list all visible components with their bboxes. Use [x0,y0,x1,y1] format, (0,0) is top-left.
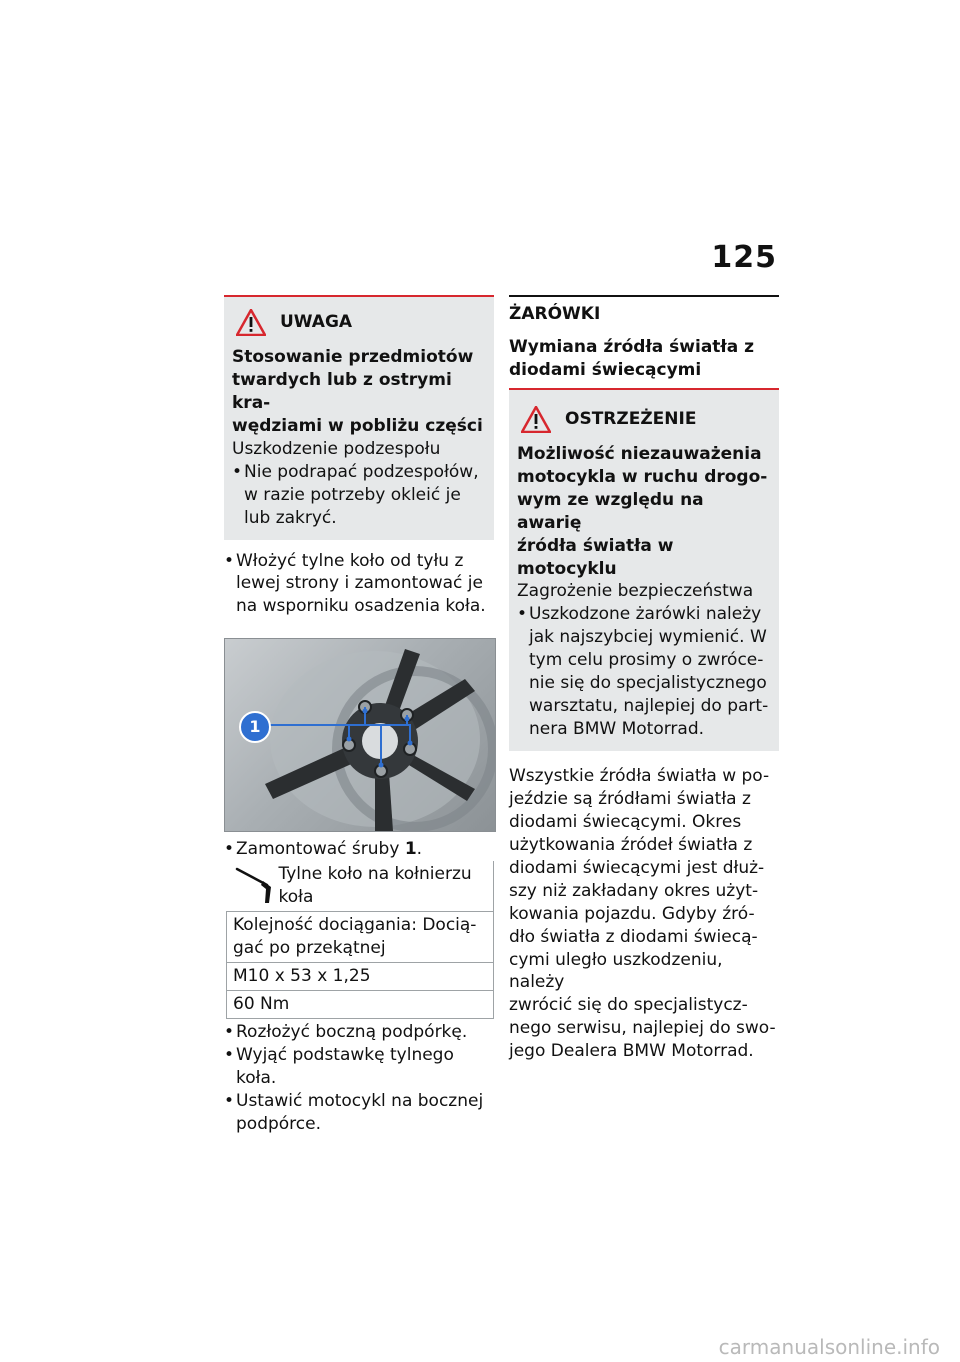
paragraph-line: jego Dealera BMW Motorrad. [509,1041,754,1062]
steps-list [224,550,494,619]
list-item-line: tym celu prosimy o zwróce- [529,650,764,671]
list-item-line: w razie potrzeby okleić je [244,484,461,505]
step-item [224,1021,494,1044]
table-row [227,912,494,963]
paragraph-line: kowania pojazdu. Gdyby źró- [509,903,755,924]
caution-hazard-line: twardych lub z ostrymi kra- [232,369,452,413]
paragraph-line: Wszystkie źródła światła w po- [509,766,770,786]
table-row [227,861,494,911]
section-title: ŻARÓWKI [509,295,779,326]
paragraph-line: cymi uległo uszkodzeniu, należy [509,949,723,993]
step-ref: 1 [404,839,417,860]
spec-header-line: koła [278,887,314,908]
caution-measures [232,461,486,530]
paragraph-line: diodami świecącymi jest dłuż- [509,857,765,878]
warning-header [517,406,771,433]
step-line: koła. [236,1067,277,1088]
caution-consequence: Uszkodzenie podzespołu [232,438,441,459]
body-paragraph [509,765,779,1063]
list-item-line: nie się do specjalistycznego [529,673,767,694]
torque-wrench-icon [233,863,275,905]
list-item-line: jak najszybciej wymienić. W [529,627,767,648]
step-item [224,1044,494,1090]
spec-line: Kolejność dociągania: Docią- [233,915,477,936]
paragraph-line: diodami świecącymi. Okres [509,811,742,832]
warning-hazard-line: wym ze względu na awarię [517,489,704,533]
list-item [232,461,486,530]
spec-header-text [279,863,472,909]
paragraph-line: zwrócić się do specjalistycz- [509,995,748,1016]
caution-title: UWAGA [280,312,353,333]
left-column [224,295,494,1136]
warning-box [509,390,779,751]
step-line: na wsporniku osadzenia koła. [236,596,486,617]
step-line: Wyjąć podstawkę tylnego [236,1044,454,1065]
table-cell: 60 Nm [227,990,494,1018]
caution-hazard-line: Stosowanie przedmiotów [232,347,474,367]
list-item-line: warsztatu, najlepiej do part- [529,696,769,717]
watermark: carmanualsonline.info [718,1335,940,1359]
caution-hazard [232,346,486,438]
table-cell: M10 x 53 x 1,25 [227,963,494,991]
warning-hazard-line: źródła światła w motocyklu [517,535,674,579]
callout-1-badge: 1 [239,711,271,743]
spec-line: gać po przekątnej [233,938,386,959]
step-item [224,1090,494,1136]
paragraph-line: użytkowania źródeł światła z [509,834,753,855]
steps-list [224,838,494,861]
step-line: lewej strony i zamontować je [236,573,483,594]
list-item-line: Uszkodzone żarówki należy [529,604,762,625]
paragraph-line: dło światła z diodami świecą- [509,926,758,947]
subsection-title [509,336,779,390]
step-line: Ustawić motocykl na bocznej [236,1090,484,1111]
warning-hazard-line: Możliwość niezauważenia [517,443,762,464]
wheel-photo [224,638,496,832]
warning-measures [517,603,771,741]
step-item [224,550,494,619]
spec-header-line: Tylne koło na kołnierzu [278,864,472,885]
spec-header [233,863,488,909]
caution-box [224,295,494,540]
steps-list [224,1021,494,1136]
list-item [517,603,771,741]
caution-hazard-line: wędziami w pobliżu części [232,415,483,436]
warning-title: OSTRZEŻENIE [565,408,697,429]
paragraph-line: szy niż zakładany okres użyt- [509,880,759,901]
table-row [227,990,494,1018]
step-end: . [416,839,423,860]
list-item-line: lub zakryć. [244,507,337,528]
warning-hazard [517,443,771,581]
warning-consequence: Zagrożenie bezpieczeństwa [517,581,754,602]
paragraph-line: nego serwisu, najlepiej do swo- [509,1018,776,1039]
list-item-line: nera BMW Motorrad. [529,719,705,740]
table-cell [227,861,494,911]
table-cell [227,912,494,963]
step-line: Rozłożyć boczną podpórkę. [236,1021,468,1042]
subsection-title-line: Wymiana źródła światła z [509,336,755,357]
warning-triangle-icon [521,406,551,433]
step-line: Włożyć tylne koło od tyłu z [236,550,464,571]
step-line: podpórce. [236,1113,321,1134]
table-row [227,963,494,991]
subsection-title-line: diodami świecącymi [509,359,702,380]
caution-header [232,309,486,336]
warning-hazard-line: motocykla w ruchu drogo- [517,466,768,487]
paragraph-line: jeździe są źródłami światła z [509,788,751,809]
torque-spec-table [226,861,494,1019]
right-column [509,295,779,1063]
step-text: Zamontować śruby [236,839,405,860]
warning-triangle-icon [236,309,266,336]
step-item [224,838,494,861]
page-number: 125 [711,240,777,275]
list-item-line: Nie podrapać podzespołów, [244,461,479,482]
